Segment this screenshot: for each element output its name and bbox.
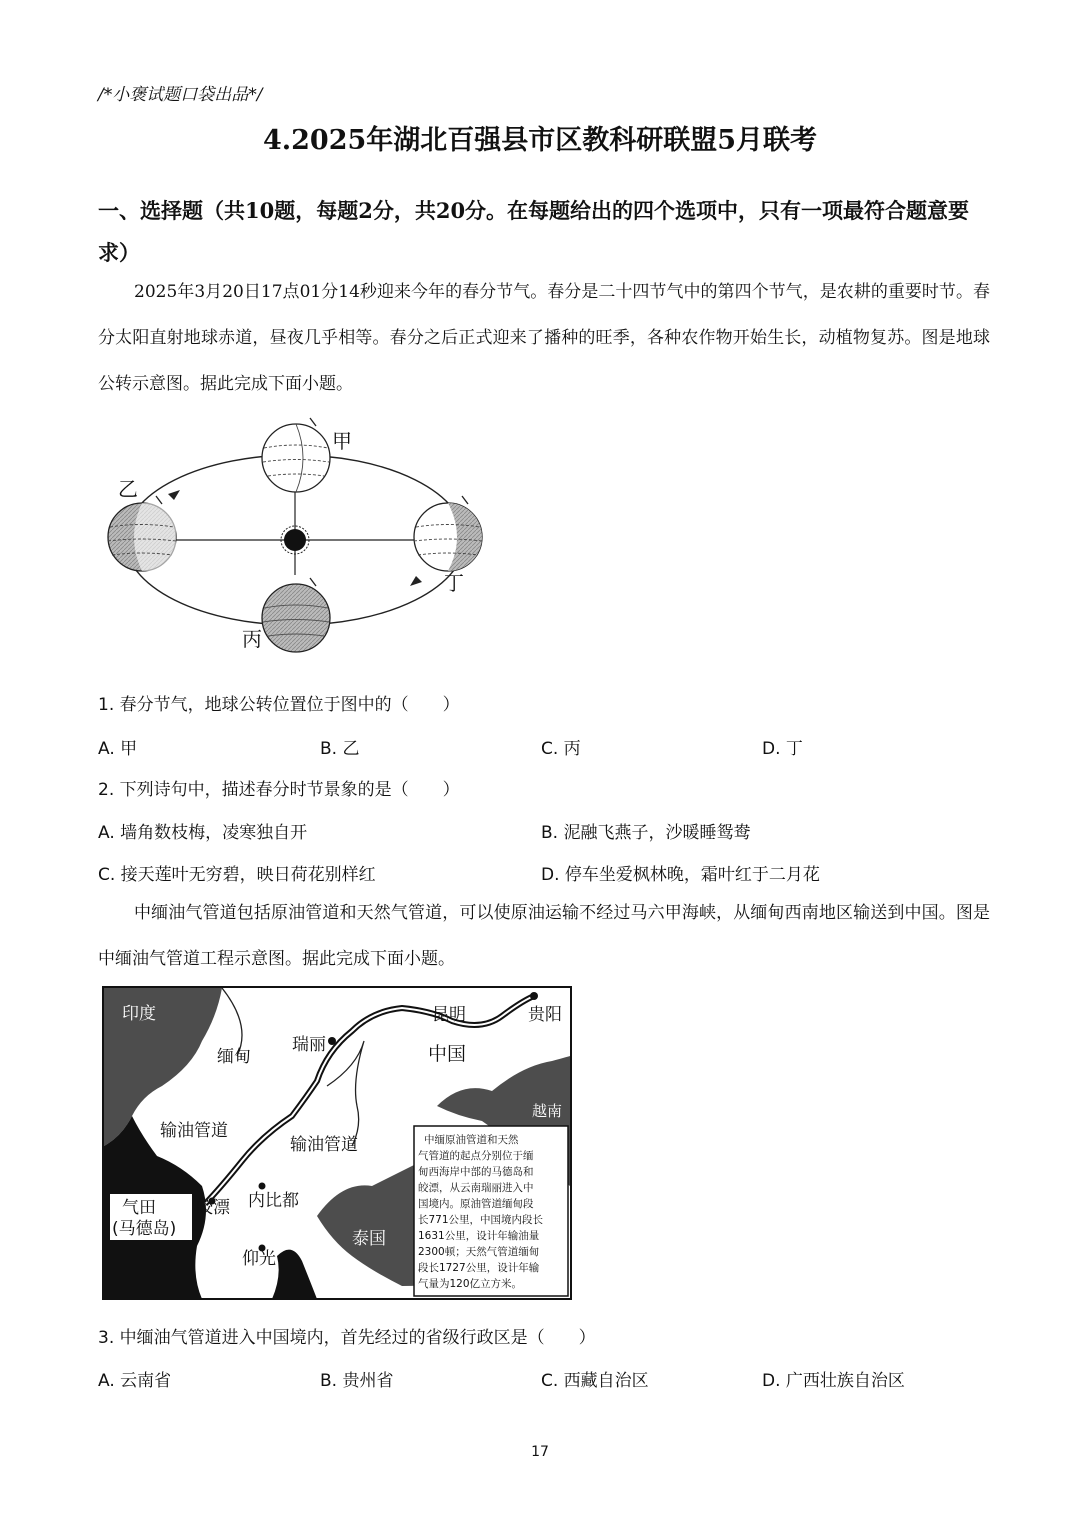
info-box <box>414 1126 568 1296</box>
passage-2: 中缅油气管道包括原油管道和天然气管道，可以使原油运输不经过马六甲海峡，从缅甸西南地区输送到中国。图是中缅油气管道工程示意图。据此完成下面小题。 <box>98 903 990 969</box>
info-line-3: 甸西海岸中部的马德岛和 <box>418 1166 534 1178</box>
naypyidaw-dot <box>259 1183 266 1190</box>
question-1-option-c[interactable]: C. 丙 <box>541 739 581 759</box>
label-jia: 甲 <box>332 429 352 453</box>
label-vietnam: 越南 <box>532 1102 563 1120</box>
label-yangon: 仰光 <box>242 1249 276 1269</box>
question-2-stem: 2. 下列诗句中，描述春分时节景象的是（ ） <box>98 780 460 800</box>
earth-position-jia <box>262 418 330 492</box>
question-3-option-b[interactable]: B. 贵州省 <box>320 1371 394 1391</box>
pipeline-map <box>102 986 572 1300</box>
info-line-2: 气管道的起点分别位于缅 <box>418 1150 534 1162</box>
page-number: 17 <box>531 1444 549 1460</box>
ruili-dot <box>328 1037 336 1045</box>
earth-position-yi <box>108 496 176 571</box>
question-1-option-a[interactable]: A. 甲 <box>98 739 138 759</box>
info-line-9: 段长1727公里，设计年输 <box>418 1262 540 1274</box>
question-2-option-d[interactable]: D. 停车坐爱枫林晚，霜叶红于二月花 <box>541 865 820 885</box>
label-china: 中国 <box>428 1043 467 1065</box>
label-ding: 丁 <box>444 571 464 595</box>
label-india: 印度 <box>122 1004 156 1024</box>
passage-1: 2025年3月20日17点01分14秒迎来今年的春分节气。春分是二十四节气中的第四个节气，是农耕的重要时节。春分太阳直射地球赤道，昼夜几乎相等。春分之后正式迎来了播种的旺季，各种农作物开始生长，动植物复苏。图是地球公转示意图。据此完成下面小题。 <box>98 282 990 394</box>
label-ruili: 瑞丽 <box>292 1035 326 1055</box>
question-2-option-c[interactable]: C. 接天莲叶无穷碧，映日荷花别样红 <box>98 865 376 885</box>
info-line-4: 皎漂，从云南瑞丽进入中 <box>418 1182 534 1194</box>
question-3-option-a[interactable]: A. 云南省 <box>98 1371 172 1391</box>
orbit-direction-arrow-top <box>168 490 180 500</box>
label-pipeline-right: 输油管道 <box>290 1135 358 1155</box>
label-pipeline-left: 输油管道 <box>160 1121 228 1141</box>
question-3-option-c[interactable]: C. 西藏自治区 <box>541 1371 649 1391</box>
label-kyaukpyu: 皎漂 <box>196 1198 230 1218</box>
info-line-8: 2300顿；天然气管道缅甸 <box>418 1246 540 1258</box>
guiyang-dot <box>530 992 538 1000</box>
sun-icon <box>281 526 309 554</box>
earth-position-bing <box>262 578 330 652</box>
label-yi: 乙 <box>118 477 138 501</box>
question-1-option-b[interactable]: B. 乙 <box>320 739 360 759</box>
info-line-10: 气量为120亿立方米。 <box>418 1278 523 1290</box>
orbit-direction-arrow-right <box>410 576 422 586</box>
info-line-7: 1631公里，设计年输油量 <box>418 1230 540 1242</box>
question-3-stem: 3. 中缅油气管道进入中国境内，首先经过的省级行政区是（ ） <box>98 1328 596 1348</box>
question-2-option-a[interactable]: A. 墙角数枝梅，凌寒独自开 <box>98 823 308 843</box>
label-kunming: 昆明 <box>432 1005 466 1025</box>
info-line-5: 国境内。原油管道缅甸段 <box>418 1198 534 1210</box>
earth-orbit-diagram <box>100 410 500 660</box>
label-myanmar: 缅甸 <box>217 1047 251 1067</box>
label-naypyidaw: 内比都 <box>248 1191 299 1211</box>
info-line-1: 中缅原油管道和天然 <box>424 1134 519 1146</box>
earth-position-ding <box>414 496 482 571</box>
label-guiyang: 贵阳 <box>528 1005 562 1025</box>
label-bing: 丙 <box>242 627 262 651</box>
label-thailand: 泰国 <box>352 1229 386 1249</box>
question-1-stem: 1. 春分节气，地球公转位置位于图中的（ ） <box>98 695 460 715</box>
question-2-option-b[interactable]: B. 泥融飞燕子，沙暖睡鸳鸯 <box>541 823 751 843</box>
section-heading: 一、选择题（共10题，每题2分，共20分。在每题给出的四个选项中，只有一项最符合题意要求） <box>98 198 970 265</box>
label-gasfield: 气田 <box>122 1198 156 1218</box>
page-title: 4.2025年湖北百强县市区教科研联盟5月联考 <box>262 125 818 156</box>
header-note: /*小褒试题口袋出品*/ <box>98 85 263 105</box>
question-1-option-d[interactable]: D. 丁 <box>762 739 803 759</box>
question-3-option-d[interactable]: D. 广西壮族自治区 <box>762 1371 905 1391</box>
label-made-island: (马德岛) <box>112 1219 177 1239</box>
info-line-6: 长771公里，中国境内段长 <box>418 1214 544 1226</box>
